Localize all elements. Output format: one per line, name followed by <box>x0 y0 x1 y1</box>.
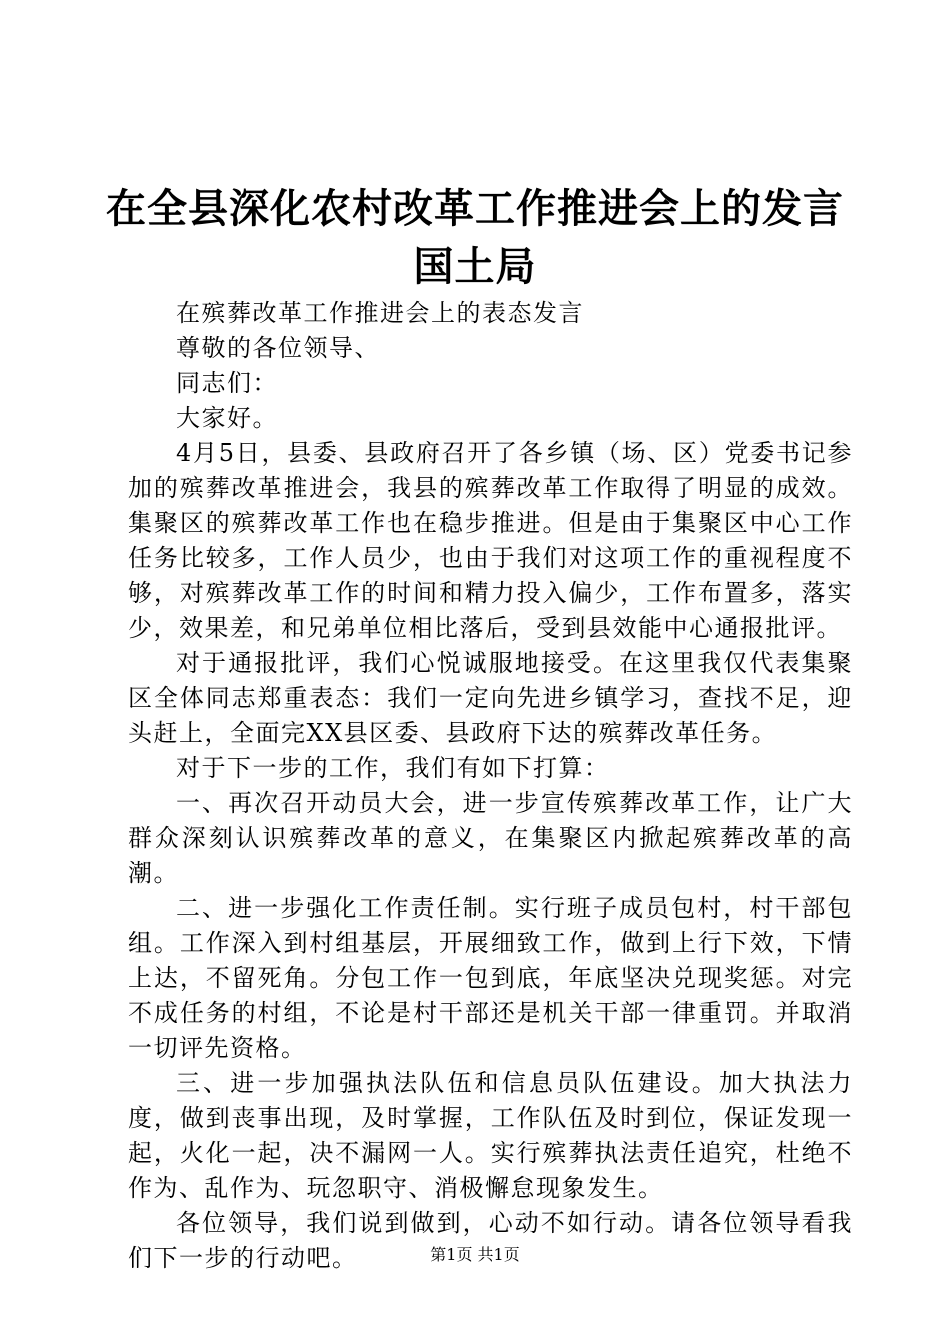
paragraph-background: 4月5日，县委、县政府召开了各乡镇（场、区）党委书记参加的殡葬改革推进会，我县的殡葬改革工作取得了明显的成效。集聚区的殡葬改革工作也在稳步推进。但是由于集聚区中心工作任务比较多，工作人员少，也由于我们对这项工作的重视程度不够，对殡葬改革工作的时间和精力投入偏少，工作布置多，落实少，效果差，和兄弟单位相比落后，受到县效能中心通报批评。 <box>128 439 853 642</box>
paragraph-plan-2: 二、进一步强化工作责任制。实行班子成员包村，村干部包组。工作深入到村组基层，开展细致工作，做到上行下效，下情上达，不留死角。分包工作一包到底，年底坚决兑现奖惩。对完不成任务的村组，不论是村干部还是机关干部一律重罚。并取消一切评先资格。 <box>128 894 853 1062</box>
document-title: 在全县深化农村改革工作推进会上的发言国土局 <box>106 185 844 290</box>
paragraph-greeting: 大家好。 <box>176 404 278 432</box>
paragraph-closing: 各位领导，我们说到做到，心动不如行动。请各位领导看我们下一步的行动吧。 <box>128 1209 853 1272</box>
paragraph-comrades: 同志们： <box>176 369 278 397</box>
paragraph-statement: 对于通报批评，我们心悦诚服地接受。在这里我仅代表集聚区全体同志郑重表态：我们一定向先进乡镇学习，查找不足，迎头赶上，全面完XX县区委、县政府下达的殡葬改革任务。 <box>128 649 853 747</box>
paragraph-salutation: 尊敬的各位领导、 <box>176 334 380 362</box>
paragraph-plan-1: 一、再次召开动员大会，进一步宣传殡葬改革工作，让广大群众深刻认识殡葬改革的意义，在集聚区内掀起殡葬改革的高潮。 <box>128 789 853 887</box>
paragraph-subtitle: 在殡葬改革工作推进会上的表态发言 <box>176 299 584 327</box>
paragraph-plan-3: 三、进一步加强执法队伍和信息员队伍建设。加大执法力度，做到丧事出现，及时掌握，工作队伍及时到位，保证发现一起，火化一起，决不漏网一人。实行殡葬执法责任追究，杜绝不作为、乱作为、玩忽职守、消极懈怠现象发生。 <box>128 1069 853 1202</box>
paragraph-plan-intro: 对于下一步的工作，我们有如下打算： <box>176 754 610 782</box>
document-body <box>128 296 853 1276</box>
page-number: 第1页 共1页 <box>430 1245 520 1264</box>
